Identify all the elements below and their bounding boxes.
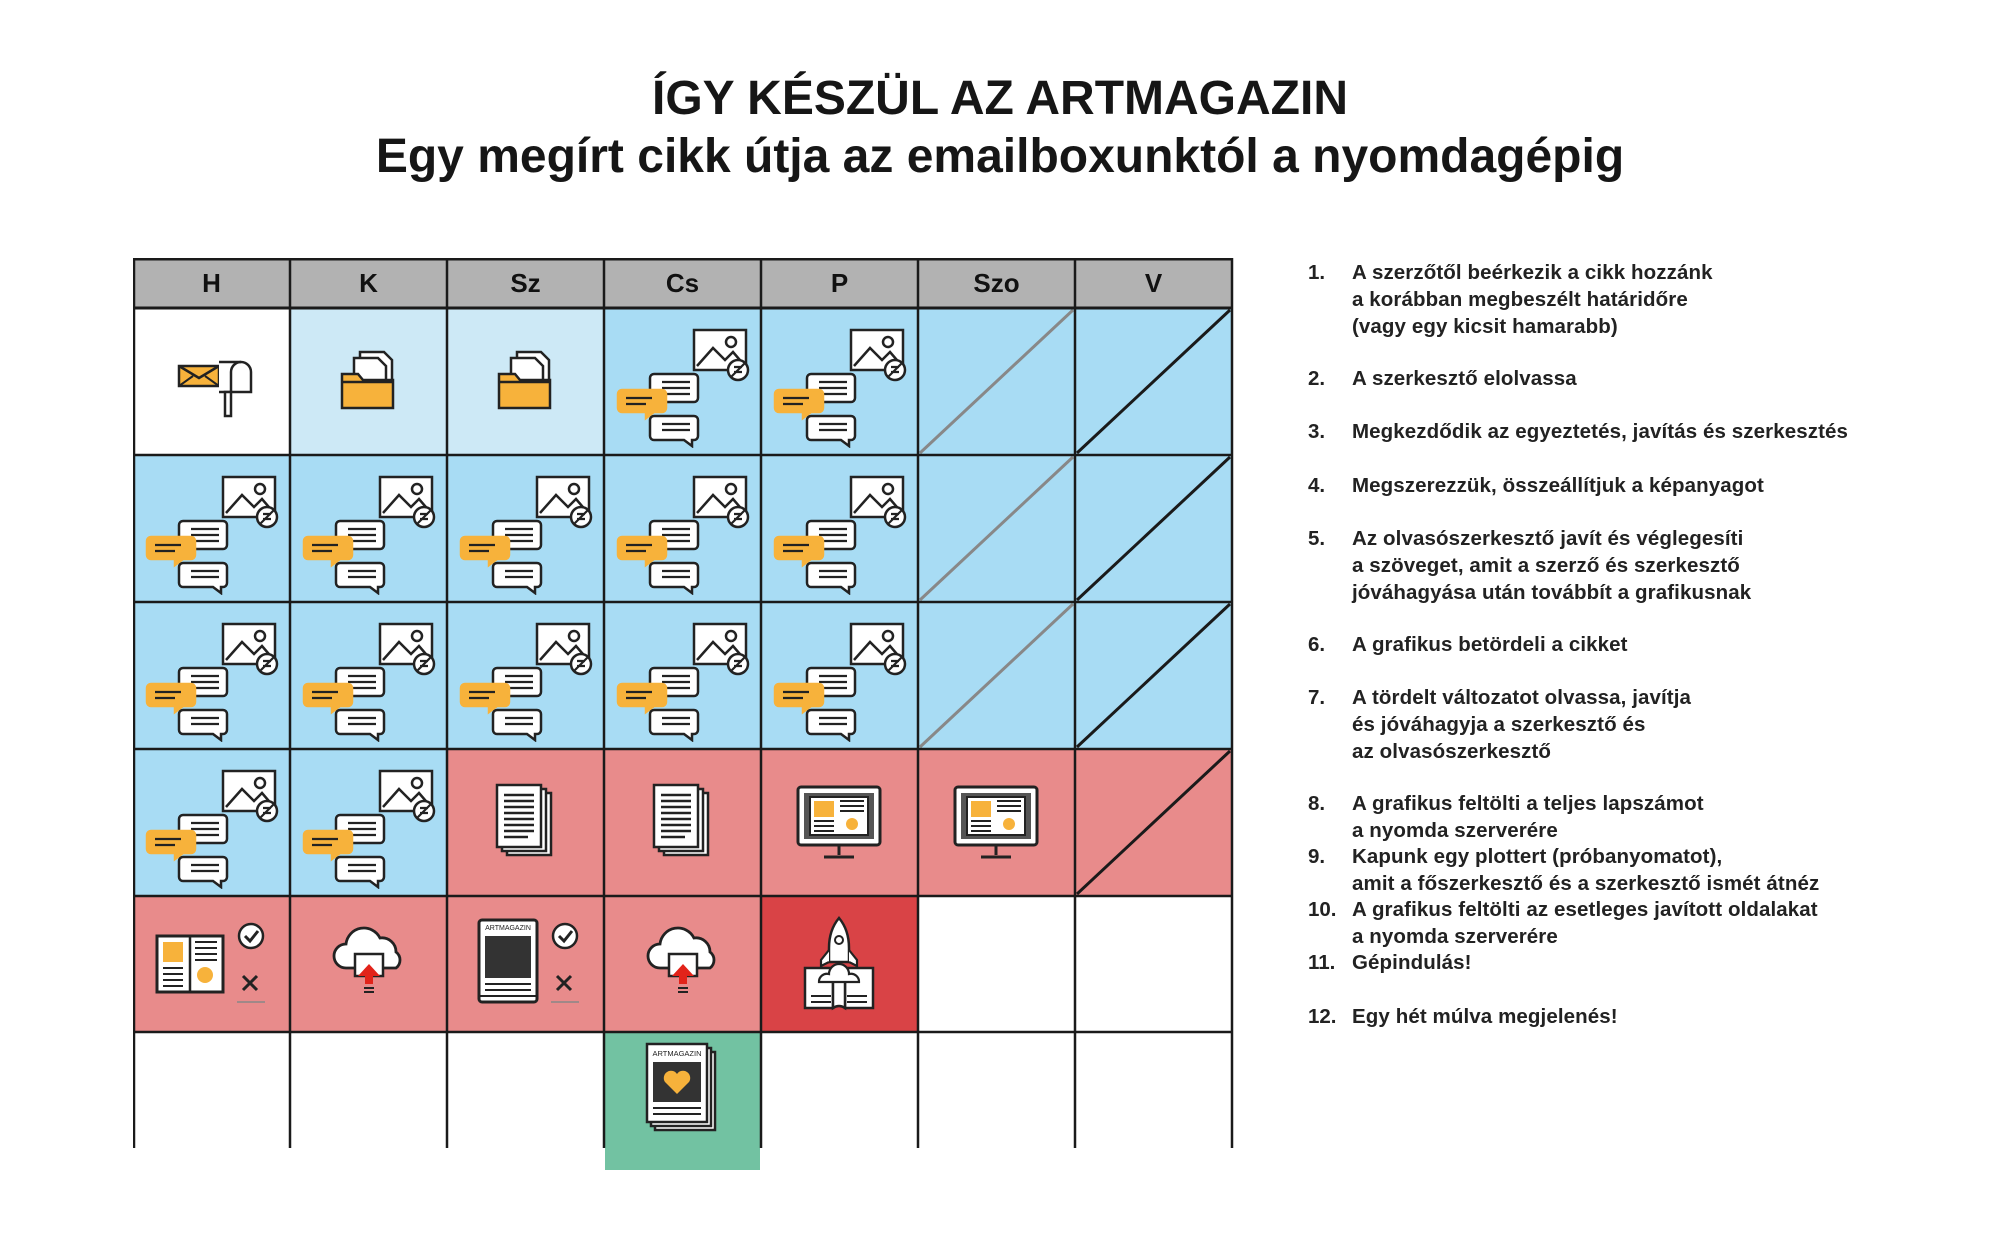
step-text: Az olvasószerkesztő javít és véglegesíti a szöveget, amit a szerző és szerkesztő jóváhagyása után továbbít a grafikusnak: [1352, 527, 1752, 604]
day-header: V: [1075, 258, 1232, 308]
step-number: 2.: [1308, 367, 1326, 390]
step-item: [1308, 843, 1958, 897]
step-text: Egy hét múlva megjelenés!: [1352, 1005, 1618, 1028]
step-item: [1308, 418, 1958, 445]
day-header: Cs: [604, 258, 761, 308]
step-item: [1308, 472, 1958, 499]
grid-lines: [133, 258, 1236, 1152]
step-number: 9.: [1308, 845, 1326, 868]
step-item: [1308, 365, 1958, 392]
step-number: 10.: [1308, 898, 1337, 921]
title-line-2: Egy megírt cikk útja az emailboxunktól a nyomdagépig: [375, 130, 1625, 183]
step-text: A tördelt változatot olvassa, javítja és jóváhagyja a szerkesztő és az olvasószerkesztő: [1352, 686, 1692, 763]
step-item: [1308, 684, 1958, 765]
day-header: Szo: [918, 258, 1075, 308]
step-text: A grafikus feltölti az esetleges javított oldalakat a nyomda szerverére: [1352, 898, 1818, 948]
diagonal-line: [1077, 310, 1230, 453]
day-header: P: [761, 258, 918, 308]
step-text: A grafikus betördeli a cikket: [1352, 633, 1628, 656]
step-text: A szerzőtől beérkezik a cikk hozzánk a korábban megbeszélt határidőre (vagy egy kicsit hamarabb): [1352, 261, 1713, 338]
page-title: [0, 70, 2000, 186]
step-number: 7.: [1308, 686, 1326, 709]
step-text: Megkezdődik az egyeztetés, javítás és szerkesztés: [1352, 420, 1849, 443]
diagonal-line: [920, 310, 1073, 453]
step-text: A grafikus feltölti a teljes lapszámot a nyomda szerverére: [1352, 792, 1704, 842]
step-item: [1308, 631, 1958, 658]
step-item: [1308, 949, 1958, 976]
step-item: [1308, 790, 1958, 844]
step-text: Kapunk egy plottert (próbanyomatot), amit a főszerkesztő és a szerkesztő ismét átnéz: [1352, 845, 1820, 895]
step-text: A szerkesztő elolvassa: [1352, 367, 1577, 390]
diagonal-line: [920, 457, 1073, 600]
step-number: 8.: [1308, 792, 1326, 815]
step-number: 6.: [1308, 633, 1326, 656]
step-number: 3.: [1308, 420, 1326, 443]
magazine-brand-text: ARTMAGAZIN: [652, 1049, 702, 1058]
step-number: 11.: [1308, 951, 1336, 974]
step-number: 4.: [1308, 474, 1326, 497]
step-number: 1.: [1308, 261, 1326, 284]
diagonal-line: [920, 604, 1073, 747]
step-text: Gépindulás!: [1352, 951, 1472, 974]
day-header: Sz: [447, 258, 604, 308]
diagonal-line: [1077, 751, 1230, 894]
step-item: [1308, 525, 1958, 606]
step-number: 12.: [1308, 1005, 1337, 1028]
step-item: [1308, 896, 1958, 950]
diagonal-line: [1077, 457, 1230, 600]
title-line-1: ÍGY KÉSZÜL AZ ARTMAGAZIN: [652, 72, 1348, 125]
step-text: Megszerezzük, összeállítjuk a képanyagot: [1352, 474, 1764, 497]
tablet-brand-text: ARTMAGAZIN: [485, 925, 531, 932]
day-header: K: [290, 258, 447, 308]
step-item: [1308, 259, 1958, 340]
step-number: 5.: [1308, 527, 1326, 550]
step-item: [1308, 1003, 1958, 1030]
diagonal-line: [1077, 604, 1230, 747]
day-header: H: [133, 258, 290, 308]
